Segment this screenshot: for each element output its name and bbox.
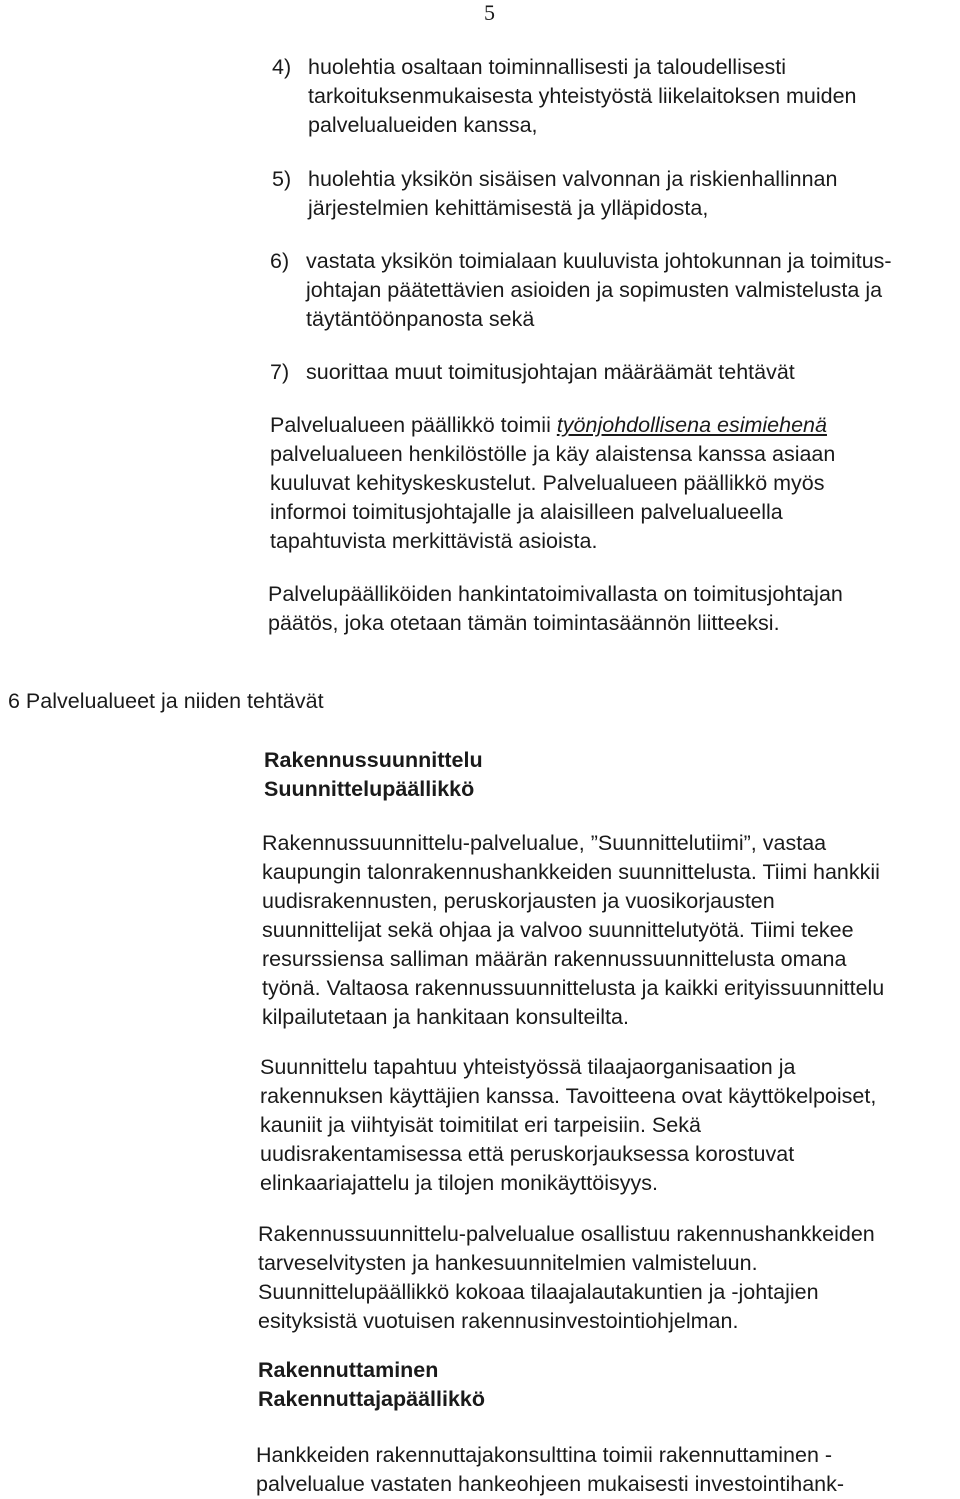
paragraph-supervisor [270, 411, 950, 556]
subsection-title: Rakennussuunnittelu [264, 748, 483, 772]
subsection-heading [264, 746, 944, 804]
paragraph-construction [256, 1441, 952, 1499]
paragraph-line: päätös, joka otetaan tämän toimintasäännön liitteeksi. [268, 611, 780, 635]
list-line: johtajan päätettävien asioiden ja sopimusten valmistelusta ja [306, 278, 883, 302]
paragraph-line: uudisrakennusten, peruskorjausten ja vuosikorjausten [262, 889, 775, 913]
paragraph-line: Suunnittelu tapahtuu yhteistyössä tilaajaorganisaation ja [260, 1055, 796, 1079]
paragraph-line: palvelualueen henkilöstölle ja käy alaistensa kanssa asiaan [270, 442, 836, 466]
list-line: vastata yksikön toimialaan kuuluvista johtokunnan ja toimitus- [306, 249, 892, 273]
list-item-4 [272, 53, 952, 140]
list-item-7 [270, 358, 950, 387]
paragraph-line: Rakennussuunnittelu-palvelualue osallistuu rakennushankkeiden [258, 1222, 875, 1246]
list-number: 7) [270, 360, 290, 384]
paragraph-line: uudisrakentamisessa että peruskorjauksessa korostuvat [260, 1142, 795, 1166]
list-line: palvelualueiden kanssa, [308, 113, 538, 137]
paragraph-line: suunnittelijat sekä ohjaa ja valvoo suunnittelutyötä. Tiimi tekee [262, 918, 854, 942]
paragraph-line: Palvelupäälliköiden hankintatoimivallasta on toimitusjohtajan [268, 582, 843, 606]
paragraph-line: palvelualue vastaten hankeohjeen mukaisesti investointihank- [256, 1472, 845, 1496]
paragraph-line: kuuluvat kehityskeskustelut. Palvelualueen päällikkö myös [270, 471, 825, 495]
list-line: huolehtia osaltaan toiminnallisesti ja taloudellisesti [308, 55, 787, 79]
paragraph-line: kauniit ja viihtyisät toimitilat eri tarpeisiin. Sekä [260, 1113, 701, 1137]
paragraph-investment [258, 1220, 954, 1336]
paragraph-line: tarveselvitysten ja hankesuunnitelmien valmisteluun. [258, 1251, 758, 1275]
paragraph-line: kilpailutetaan ja hankitaan konsulteilta. [262, 1005, 629, 1029]
section-heading: 6 Palvelualueet ja niiden tehtävät [8, 689, 324, 713]
paragraph-line: informoi toimitusjohtajalle ja alaisilleen palvelualueella [270, 500, 783, 524]
list-number: 5) [272, 167, 292, 191]
paragraph-line: resurssiensa salliman määrän rakennussuunnittelusta omana [262, 947, 847, 971]
list-line: tarkoituksenmukaisesta yhteistyöstä liikelaitoksen muiden [308, 84, 857, 108]
paragraph-line [270, 411, 950, 440]
subsection-subtitle: Suunnittelupäällikkö [264, 777, 475, 801]
list-item-6 [270, 247, 958, 334]
paragraph-line: elinkaariajattelu ja tilojen monikäyttöisyys. [260, 1171, 658, 1195]
list-line: suorittaa muut toimitusjohtajan määräämät tehtävät [306, 360, 795, 384]
emphasis-text: työnjohdollisena esimiehenä [556, 413, 827, 437]
subsection-subtitle: Rakennuttajapäällikkö [258, 1387, 486, 1411]
paragraph-line: Rakennussuunnittelu-palvelualue, ”Suunnittelutiimi”, vastaa [262, 831, 827, 855]
subsection-heading [258, 1356, 938, 1414]
page-number: 5 [484, 0, 495, 25]
subsection-title: Rakennuttaminen [258, 1358, 439, 1382]
list-number: 6) [270, 249, 290, 273]
list-line: täytäntöönpanosta sekä [306, 307, 535, 331]
paragraph-line: esityksistä vuotuisen rakennusinvestointiohjelman. [258, 1309, 739, 1333]
paragraph-line: tapahtuvista merkittävistä asioista. [270, 529, 598, 553]
list-number: 4) [272, 55, 292, 79]
paragraph-cooperation [260, 1053, 956, 1198]
paragraph-line: rakennuksen käyttäjien kanssa. Tavoitteena ovat käyttökelpoiset, [260, 1084, 877, 1108]
paragraph-line: kaupungin talonrakennushankkeiden suunnittelusta. Tiimi hankkii [262, 860, 880, 884]
paragraph-line: Suunnittelupäällikkö kokoaa tilaajalautakuntien ja -johtajien [258, 1280, 819, 1304]
paragraph-text: Palvelualueen päällikkö toimii [270, 413, 557, 437]
paragraph-procurement [268, 580, 948, 638]
list-item-5 [272, 165, 952, 223]
paragraph-line: Hankkeiden rakennuttajakonsulttina toimii rakennuttaminen - [256, 1443, 833, 1467]
paragraph-design-team [262, 829, 956, 1032]
list-line: järjestelmien kehittämisestä ja ylläpidosta, [308, 196, 709, 220]
paragraph-line: työnä. Valtaosa rakennussuunnittelusta ja kaikki erityissuunnittelu [262, 976, 885, 1000]
list-line: huolehtia yksikön sisäisen valvonnan ja riskienhallinnan [308, 167, 838, 191]
